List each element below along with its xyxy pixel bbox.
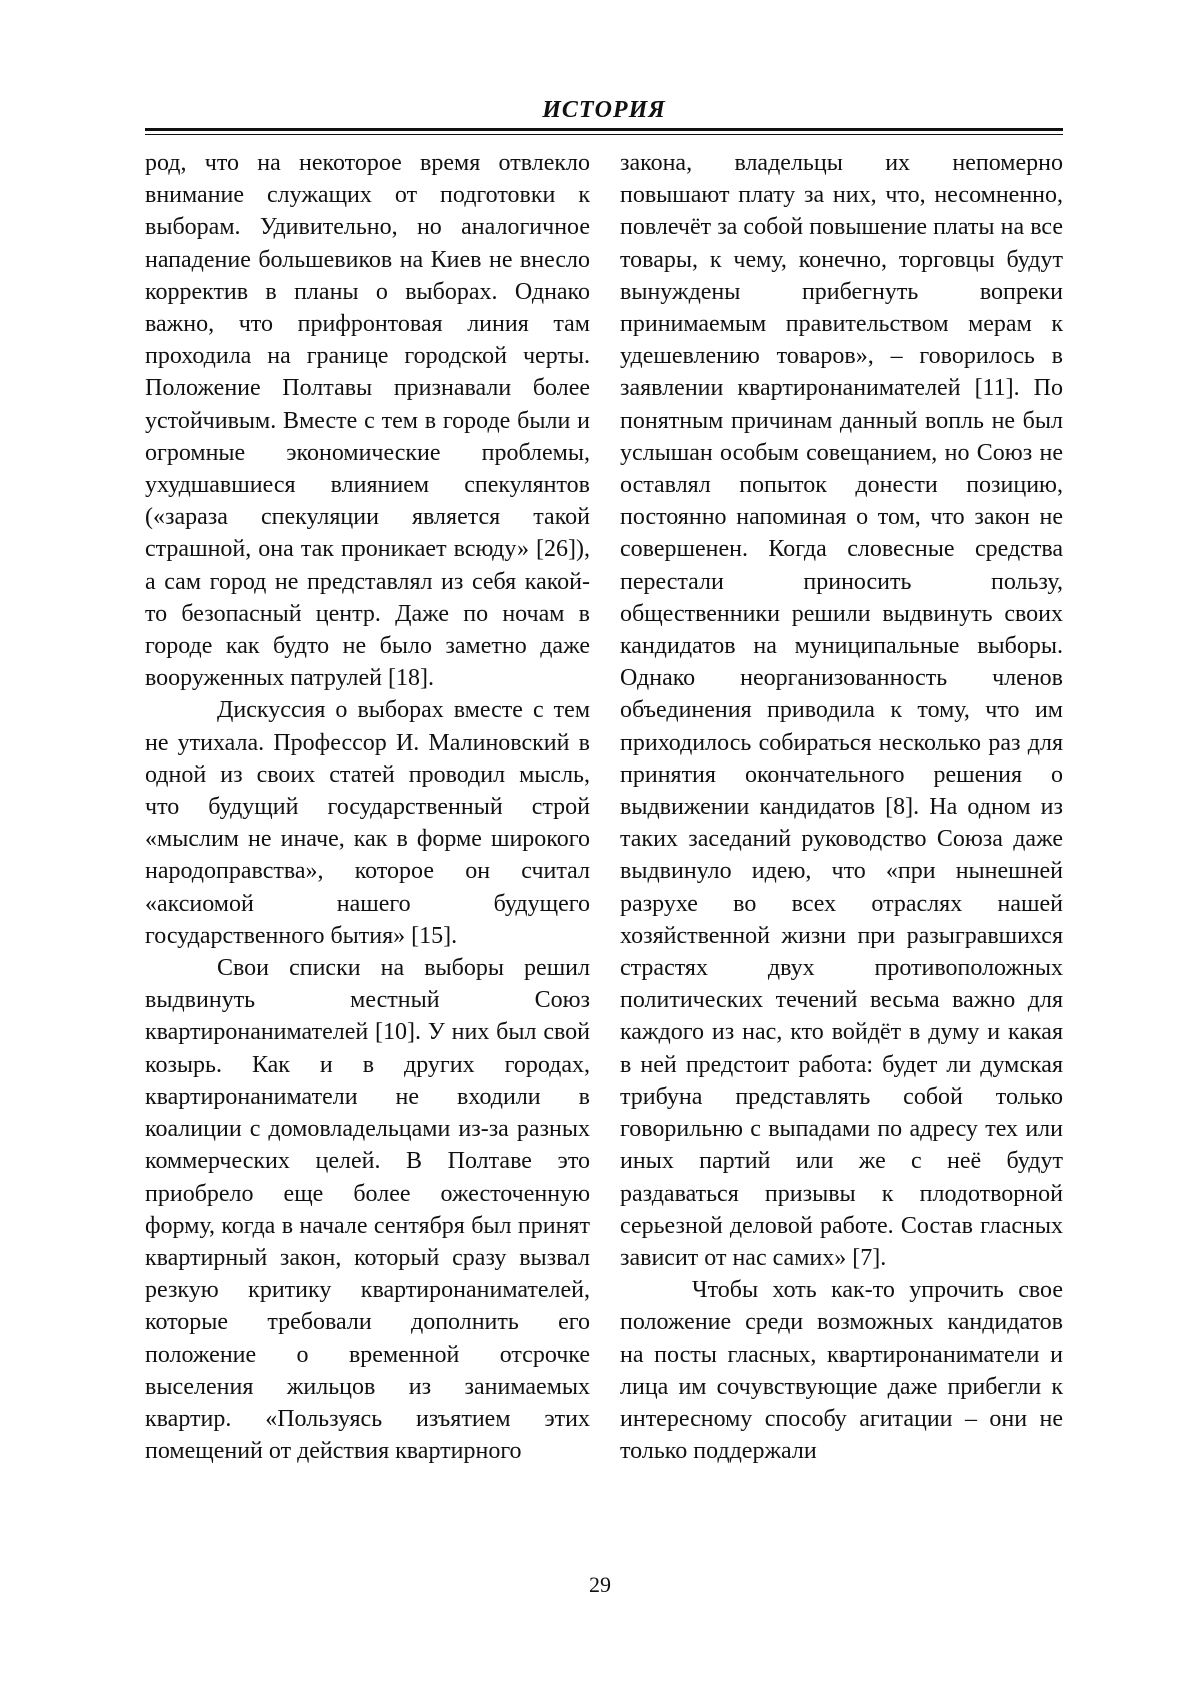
paragraph: род, что на некоторое время отвлекло внимание служащих от подготовки к выборам. Удивительно, но аналогичное нападение большевиков на Киев не внесло корректив в планы о выборах. Однако важно, что прифронтовая линия там проходила на границе городской черты. Положение Полтавы признавали более устойчивым. Вместе с тем в городе были и огромные экономические проблемы, ухудшавшиеся влиянием спекулянтов («зараза спекуляции является такой страшной, она так проникает всюду» [26]), а сам город не представлял из себя какой-то безопасный центр. Даже по ночам в городе как будто не было заметно даже вооруженных патрулей [18]. (145, 150, 590, 692)
paragraph: закона, владельцы их непомерно повышают плату за них, что, несомненно, повлечёт за собой повышение платы на все товары, к чему, конечно, торговцы будут вынуждены прибегнуть вопреки принимаемым правительством мерам к удешевлению товаров», – говорилось в заявлении квартиронанимателей [11]. По понятным причинам данный вопль не был услышан особым совещанием, но Союз не оставлял попыток донести позицию, постоянно напоминая о том, что закон не совершенен. Когда словесные средства перестали приносить пользу, общественники решили выдвинуть своих кандидатов на муниципальные выборы. Однако неорганизованность членов объединения приводила к тому, что им приходилось собираться несколько раз для принятия окончательного решения о выдвижении кандидатов [8]. На одном из таких заседаний руководство Союза даже выдвинуло идею, что «при нынешней разрухе во всех отраслях нашей хозяйственной жизни при разыгравшихся страстях двух противоположных политических течений весьма важно для каждого из нас, кто войдёт в думу и какая в ней предстоит работа: будет ли думская трибуна представлять собой только говорильню с выпадами по адресу тех или иных партий или же с неё будут раздаваться призывы к плодотворной серьезной деловой работе. Состав гласных зависит от нас самих» [7]. (620, 150, 1063, 1271)
running-header: ИСТОРИЯ (542, 97, 666, 123)
left-column (145, 147, 590, 1467)
paragraph: Свои списки на выборы решил выдвинуть местный Союз квартиронанимателей [10]. У них был свой козырь. Как и в других городах, квартиронаниматели не входили в коалиции с домовладельцами из-за разных коммерческих целей. В Полтаве это приобрело еще более ожесточенную форму, когда в начале сентября был принят квартирный закон, который сразу вызвал резкую критику квартиронанимателей, которые требовали дополнить его положение о временной отсрочке выселения жильцов из занимаемых квартир. «Пользуясь изъятием этих помещений от действия квартирного (145, 955, 590, 1465)
header-rule-thick (145, 128, 1063, 131)
paragraph: Чтобы хоть как-то упрочить свое положение среди возможных кандидатов на посты гласных, квартиронаниматели и лица им сочувствующие даже прибегли к интересному способу агитации – они не только поддержали (620, 1277, 1063, 1465)
header-rule-thin (145, 134, 1063, 135)
right-column (620, 147, 1063, 1467)
page-number: 29 (589, 1572, 611, 1597)
paragraph: Дискуссия о выборах вместе с тем не утихала. Профессор И. Малиновский в одной из своих статей проводил мысль, что будущий государственный строй «мыслим не иначе, как в форме широкого народоправства», которое он считал «аксиомой нашего будущего государственного бытия» [15]. (145, 697, 590, 949)
